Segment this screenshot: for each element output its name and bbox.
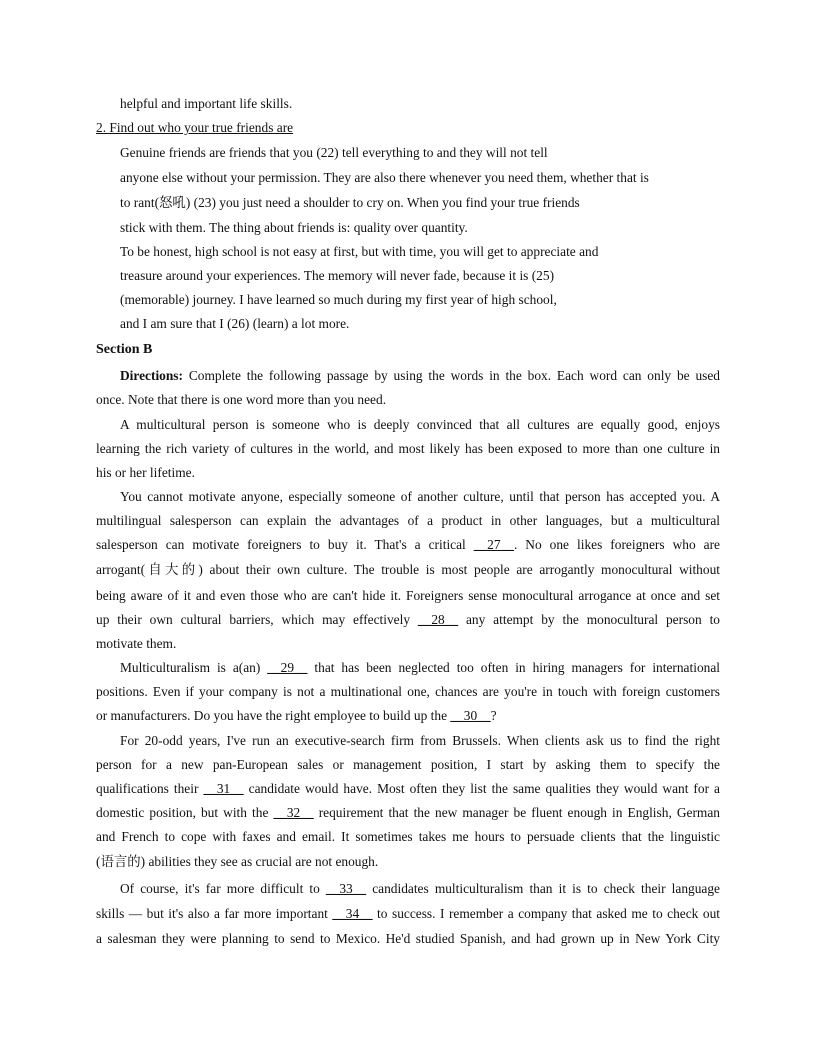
text-line: A multicultural person is someone who is deeply convinced that all cultures are equally good, enjoys [120,417,720,432]
text-line: and French to cope with faxes and email. It sometimes takes me hours to persuade clients that the linguistic [96,829,720,844]
text-line: (memorable) journey. I have learned so much during my first year of high school, [120,292,557,307]
text-line: domestic position, but with the __32__ requirement that the new manager be fluent enough in English, German [96,805,720,820]
text-line: person for a new pan-European sales or management position, I start by asking them to specify the [96,757,720,772]
text-line: (语言的) abilities they see as crucial are not enough. [96,854,379,869]
directions-label: Directions: [120,368,183,383]
blank-33: __33__ [325,881,367,896]
text-line: up their own cultural barriers, which may effectively __28__ any attempt by the monocultural person to [96,612,720,627]
text-line: learning the rich variety of cultures in the world, and most likely has been exposed to more than one culture in [96,441,720,456]
text-line: arrogant(自大的) about their own culture. The trouble is most people are arrogantly monocultural without [96,562,720,577]
blank-34: __34__ [332,906,373,921]
blank-30: __30__ [450,708,491,723]
text-line: Of course, it's far more difficult to __33__ candidates multiculturalism than it is to check their language [120,881,721,896]
directions-line: Directions: Complete the following passage by using the words in the box. Each word can only be used [120,368,720,383]
text-line: Genuine friends are friends that you (22) tell everything to and they will not tell [120,145,548,160]
text-line: To be honest, high school is not easy at first, but with time, you will get to appreciate and [120,244,599,259]
directions-line-2: once. Note that there is one word more than you need. [96,392,387,407]
text-line: Multiculturalism is a(an) __29__ that has been neglected too often in hiring managers for international [120,660,720,675]
text-line: to rant(怒吼) (23) you just need a shoulder to cry on. When you find your true friends [120,195,580,210]
blank-32: __32__ [273,805,314,820]
text-line: his or her lifetime. [96,465,195,480]
blank-31: __31__ [203,781,244,796]
text-line: a salesman they were planning to send to Mexico. He'd studied Spanish, and had grown up in New York City [96,931,720,946]
subheading: 2. Find out who your true friends are [96,120,294,135]
text-line: skills — but it's also a far more important __34__ to success. I remember a company that asked me to check out [96,906,720,921]
text-line: treasure around your experiences. The memory will never fade, because it is (25) [120,268,555,283]
text-line: For 20-odd years, I've run an executive-search firm from Brussels. When clients ask us to find the right [120,733,720,748]
text-line: and I am sure that I (26) (learn) a lot more. [120,316,350,331]
text-line: helpful and important life skills. [120,96,293,111]
blank-28: __28__ [417,612,459,627]
blank-27: __27__ [473,537,514,552]
text-line: salesperson can motivate foreigners to buy it. That's a critical __27__. No one likes foreigners who are [96,537,720,552]
text-line: qualifications their __31__ candidate would have. Most often they list the same qualities they would want for a [96,781,721,796]
text-line: anyone else without your permission. They are also there whenever you need them, whether that is [120,170,649,185]
text-line: stick with them. The thing about friends is: quality over quantity. [120,220,468,235]
blank-29: __29__ [267,660,308,675]
text-line: You cannot motivate anyone, especially someone of another culture, until that person has accepted you. A [120,489,720,504]
text-line: positions. Even if your company is not a multinational one, chances are you're in touch with foreign customers [96,684,720,699]
text-line: multilingual salesperson can explain the advantages of a product in other languages, but a multicultural [96,513,720,528]
text-line: motivate them. [96,636,177,651]
text-line: being aware of it and even those who are can't hide it. Foreigners sense monocultural arrogance at once and set [96,588,720,603]
section-title: Section B [96,342,153,357]
text-line: or manufacturers. Do you have the right employee to build up the __30__? [96,708,497,723]
